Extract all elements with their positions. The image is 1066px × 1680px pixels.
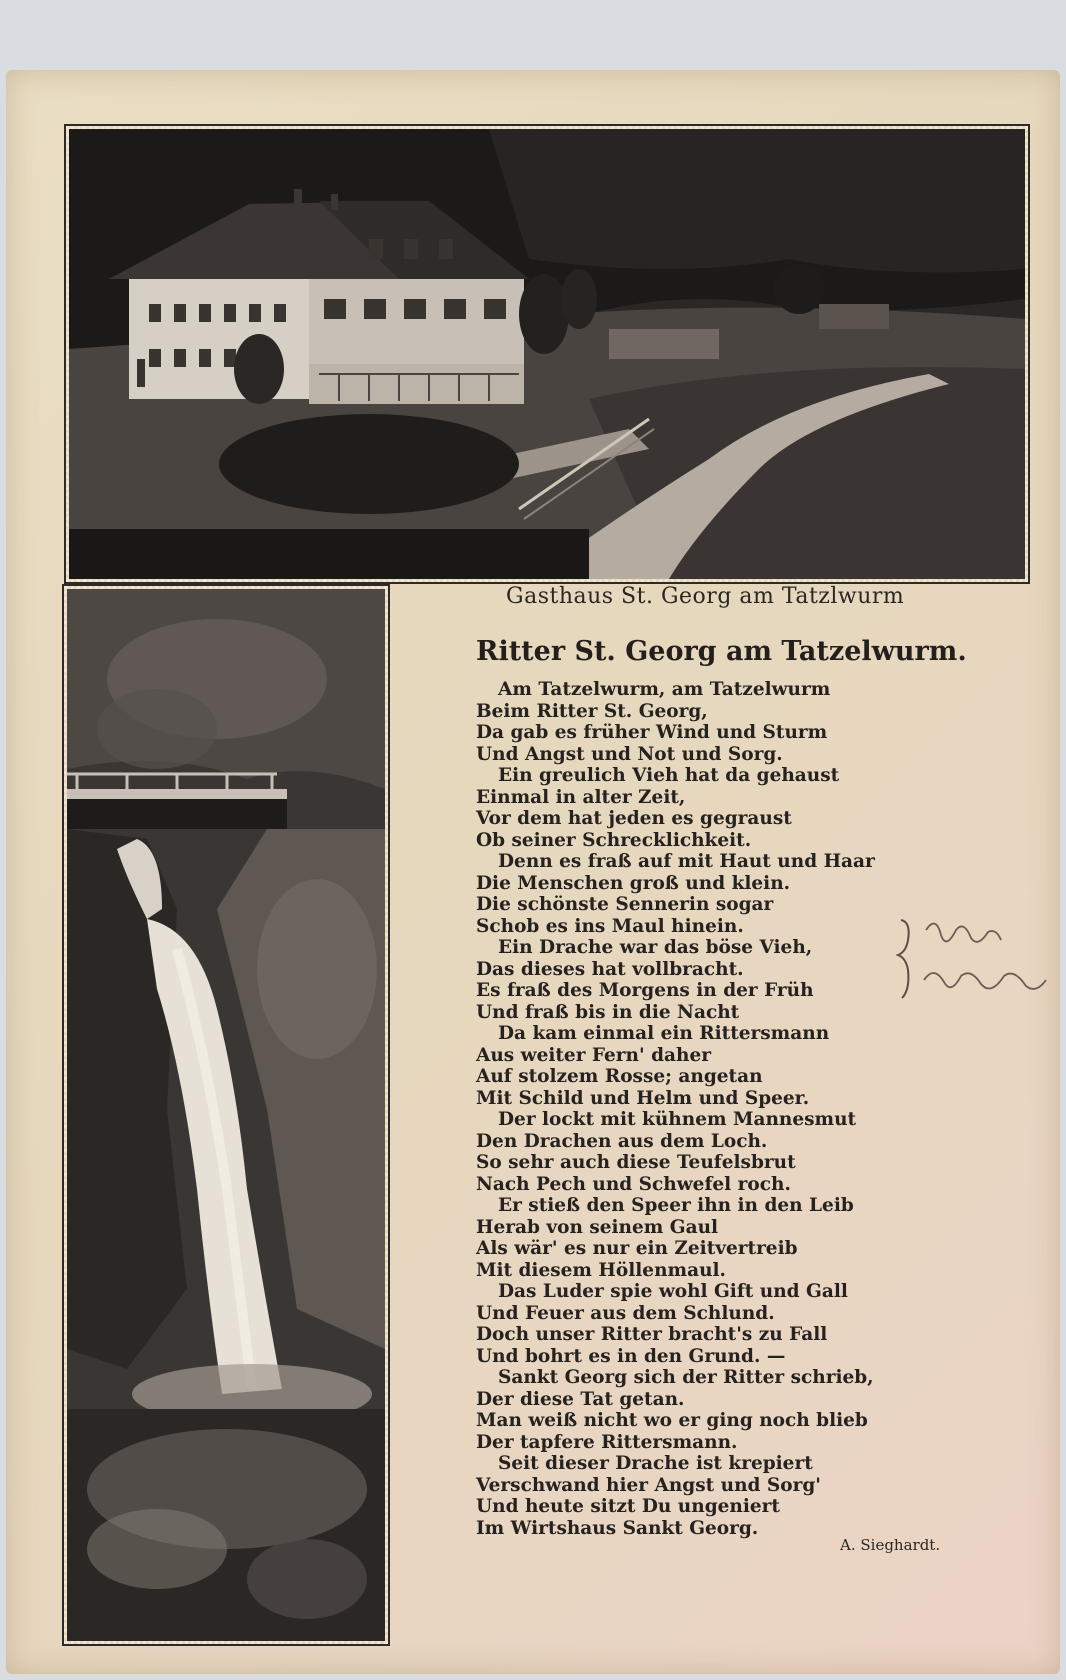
poem-line: Vor dem hat jeden es gegraust: [476, 808, 792, 829]
poem-title: Ritter St. Georg am Tatzelwurm.: [476, 636, 967, 667]
poem-line: Doch unser Ritter bracht's zu Fall: [476, 1324, 828, 1345]
poem-line: Verschwand hier Angst und Sorg': [476, 1474, 821, 1496]
poem-line: Im Wirtshaus Sankt Georg.: [476, 1517, 759, 1539]
photo-caption: Gasthaus St. Georg am Tatzlwurm: [506, 584, 905, 609]
poem-line: Als wär' es nur ein Zeitvertreib: [476, 1238, 798, 1259]
poem-line: Die Menschen groß und klein.: [476, 872, 791, 894]
poem-line: Beim Ritter St. Georg,: [476, 700, 708, 722]
postcard: [6, 70, 1060, 1674]
poem-line: Der tapfere Rittersmann.: [476, 1431, 738, 1453]
poem-line: Sankt Georg sich der Ritter schrieb,: [498, 1367, 874, 1388]
poem-line: Seit dieser Drache ist krepiert: [498, 1453, 813, 1474]
poem-line: So sehr auch diese Teufelsbrut: [476, 1152, 796, 1173]
poem-text: [476, 679, 916, 1539]
waterfall-photo: [64, 586, 388, 1644]
gasthaus-image: [69, 129, 1025, 579]
poem-line: Herab von seinem Gaul: [476, 1216, 719, 1238]
handwritten-annotation: [896, 910, 1056, 1030]
poem-line: Und Angst und Not und Sorg.: [476, 743, 783, 765]
poem-line: Ein greulich Vieh hat da gehaust: [498, 765, 840, 786]
poem-author: A. Sieghardt.: [840, 1536, 941, 1554]
poem-line: Nach Pech und Schwefel roch.: [476, 1173, 791, 1195]
poem-line: Man weiß nicht wo er ging noch blieb: [476, 1410, 868, 1431]
poem-line: Er stieß den Speer ihn in den Leib: [498, 1195, 854, 1216]
poem-line: Denn es fraß auf mit Haut und Haar: [498, 851, 875, 872]
poem-line: Einmal in alter Zeit,: [476, 786, 686, 808]
poem-line: Das Luder spie wohl Gift und Gall: [498, 1281, 848, 1302]
poem-line: Ein Drache war das böse Vieh,: [498, 937, 813, 958]
poem-line: Das dieses hat vollbracht.: [476, 958, 744, 980]
poem-line: Der diese Tat getan.: [476, 1388, 685, 1410]
waterfall-image: [67, 589, 385, 1641]
poem-line: Schob es ins Maul hinein.: [476, 915, 744, 937]
poem-line: Mit Schild und Helm und Speer.: [476, 1087, 810, 1109]
poem-line: Und fraß bis in die Nacht: [476, 1001, 740, 1023]
poem-line: Auf stolzem Rosse; angetan: [476, 1066, 763, 1087]
poem-line: Da gab es früher Wind und Sturm: [476, 722, 828, 743]
poem-line: Da kam einmal ein Rittersmann: [498, 1023, 830, 1044]
poem-line: Und bohrt es in den Grund. —: [476, 1345, 786, 1367]
poem-line: Und Feuer aus dem Schlund.: [476, 1302, 775, 1324]
poem-line: Der lockt mit kühnem Mannesmut: [498, 1109, 857, 1130]
poem-line: Die schönste Sennerin sogar: [476, 894, 774, 915]
poem-line: Am Tatzelwurm, am Tatzelwurm: [498, 679, 831, 700]
poem-line: Und heute sitzt Du ungeniert: [476, 1496, 780, 1517]
poem-line: Den Drachen aus dem Loch.: [476, 1130, 768, 1152]
gasthaus-photo: [66, 126, 1028, 582]
poem-line: Ob seiner Schrecklichkeit.: [476, 829, 752, 851]
poem-line: Mit diesem Höllenmaul.: [476, 1259, 727, 1281]
poem-line: Aus weiter Fern' daher: [476, 1044, 711, 1066]
poem-line: Es fraß des Morgens in der Früh: [476, 980, 814, 1001]
